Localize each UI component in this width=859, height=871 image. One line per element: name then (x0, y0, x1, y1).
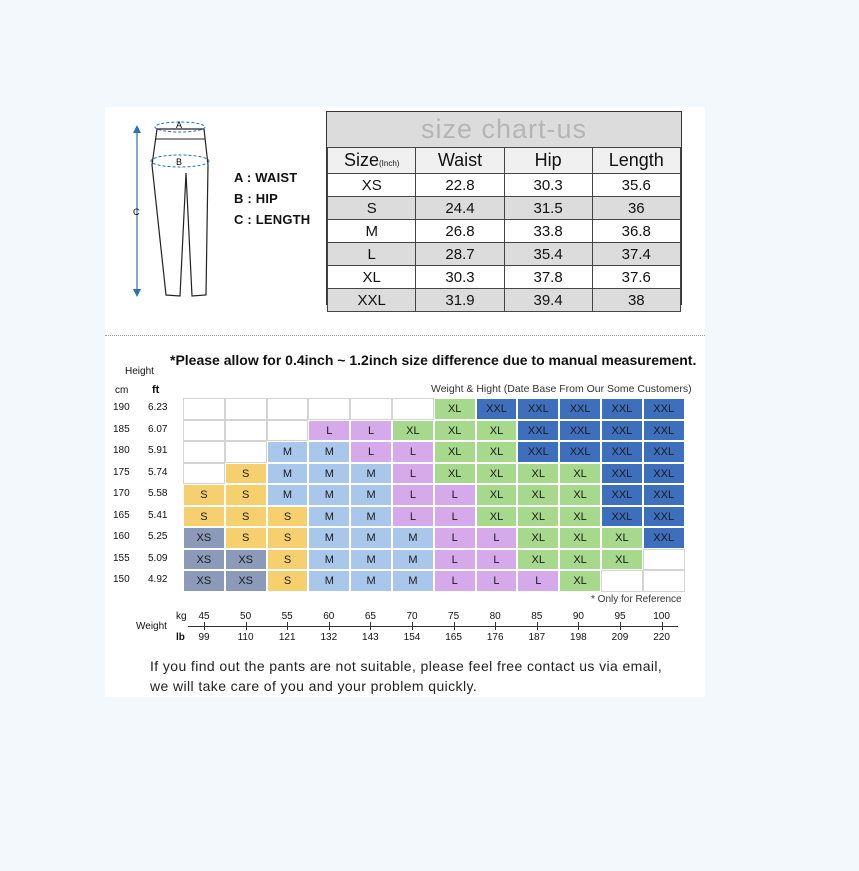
heatmap-cell: L (434, 570, 476, 592)
x-tick-kg: 95 (614, 611, 626, 622)
heatmap-cell: XL (559, 506, 601, 528)
size-chart-header-row (328, 148, 681, 174)
cell-length: 38 (592, 289, 680, 312)
heatmap-cell: M (350, 484, 392, 506)
x-tick-kg: 45 (198, 611, 210, 622)
heatmap-cell: M (392, 570, 434, 592)
heatmap-cell (308, 398, 350, 420)
heatmap-cell: XL (434, 420, 476, 442)
heatmap-cell: L (392, 484, 434, 506)
heatmap-cell: XXL (476, 398, 518, 420)
x-tick-kg: 85 (531, 611, 543, 622)
x-tick-kg: 70 (406, 611, 418, 622)
y-tick-cm: 185 (113, 423, 130, 435)
legend-hip: B : HIP (234, 191, 279, 206)
heatmap-cell: L (392, 463, 434, 485)
heatmap-cell: S (225, 527, 267, 549)
heatmap-cell: L (517, 570, 559, 592)
heatmap-cell: XXL (601, 463, 643, 485)
heatmap-cell (392, 398, 434, 420)
heatmap-cell: XL (517, 484, 559, 506)
cell-hip: 33.8 (504, 220, 592, 243)
heatmap-cell: XXL (517, 441, 559, 463)
x-tick-lb: 165 (445, 632, 462, 643)
heatmap-cell: L (350, 441, 392, 463)
header-hip: Hip (504, 148, 592, 174)
contact-message (150, 656, 662, 696)
heatmap-cell: XL (476, 463, 518, 485)
cell-hip: 30.3 (504, 174, 592, 197)
heatmap-cell: XXL (559, 441, 601, 463)
heatmap-cell: S (183, 484, 225, 506)
contact-line-2: we will take care of you and your problem quickly. (150, 678, 478, 694)
cell-hip: 35.4 (504, 243, 592, 266)
heatmap-cell (643, 570, 685, 592)
cell-waist: 26.8 (416, 220, 504, 243)
chart-footnote: * Only for Reference (591, 594, 682, 605)
heatmap-cell: XXL (643, 527, 685, 549)
heatmap-cell: S (267, 570, 309, 592)
heatmap-cell: S (225, 484, 267, 506)
heatmap-cell: M (392, 527, 434, 549)
heatmap-cell: M (308, 570, 350, 592)
leggings-diagram (120, 115, 230, 305)
heatmap-cell: XXL (601, 484, 643, 506)
heatmap-cell: XL (601, 527, 643, 549)
table-row (328, 174, 681, 197)
heatmap-cell: S (225, 463, 267, 485)
y-tick-ft: 5.74 (148, 466, 168, 478)
y-tick-ft: 6.23 (148, 402, 168, 413)
heatmap-cell (350, 398, 392, 420)
heatmap-cell: XXL (601, 398, 643, 420)
heatmap-cell: XL (517, 463, 559, 485)
heatmap-cell: XS (183, 527, 225, 549)
heatmap-cell (643, 549, 685, 571)
size-chart-grid (327, 147, 681, 312)
y-tick-ft: 5.09 (148, 552, 168, 564)
heatmap-cell: XL (434, 463, 476, 485)
header-size (328, 148, 416, 174)
table-row (328, 266, 681, 289)
y-tick-cm: 160 (113, 531, 130, 542)
x-tick-kg: 75 (448, 611, 460, 622)
heatmap-cell: XXL (601, 441, 643, 463)
y-tick-ft: 6.07 (148, 423, 168, 435)
heatmap-cell: S (267, 527, 309, 549)
heatmap-cell: L (476, 570, 518, 592)
y-tick-ft: 5.58 (148, 488, 168, 499)
heatmap-cell: XS (183, 570, 225, 592)
heatmap-cell (267, 420, 309, 442)
heatmap-cell: XS (225, 570, 267, 592)
cell-waist: 24.4 (416, 197, 504, 220)
cell-size: M (328, 220, 416, 243)
heatmap-cell: XL (517, 549, 559, 571)
x-tick-kg: 90 (572, 611, 584, 622)
header-size-label: Size (343, 150, 379, 170)
x-tick-lb: 121 (278, 632, 296, 643)
heatmap-cell: M (350, 527, 392, 549)
heatmap-cell: M (308, 527, 350, 549)
x-tick-kg: 80 (489, 611, 501, 622)
heatmap-cell: XL (434, 398, 476, 420)
heatmap-cell: M (267, 463, 309, 485)
table-row (328, 220, 681, 243)
heatmap-cell: L (392, 506, 434, 528)
measurement-note: *Please allow for 0.4inch ~ 1.2inch size difference due to manual measurement. (170, 352, 697, 368)
arrow-up-icon (133, 125, 141, 133)
leggings-outline (152, 129, 208, 296)
x-tick-lb: 99 (198, 632, 210, 643)
x-axis-title: Weight (136, 621, 167, 632)
heatmap-cell: S (267, 549, 309, 571)
y-tick-cm: 190 (113, 402, 130, 413)
heatmap-cell: XXL (643, 463, 685, 485)
heatmap-cell: XXL (643, 484, 685, 506)
x-tick-kg: 100 (653, 611, 670, 622)
section-divider (105, 335, 705, 336)
heatmap-cell (183, 398, 225, 420)
measurement-legend (234, 167, 310, 230)
heatmap-cell: XL (559, 570, 601, 592)
heatmap-cell: XL (559, 549, 601, 571)
x-tick-lb: 176 (486, 632, 504, 643)
legend-length: C : LENGTH (234, 212, 311, 227)
cell-length: 37.6 (592, 266, 680, 289)
x-tick-lb: 187 (528, 632, 546, 643)
heatmap-cell: XXL (643, 398, 685, 420)
x-unit-lb: lb (176, 632, 185, 643)
x-tick-lb: 198 (570, 632, 587, 643)
cell-hip: 37.8 (504, 266, 592, 289)
heatmap-cell: M (350, 506, 392, 528)
heatmap-cell: XXL (517, 398, 559, 420)
heatmap-cell: S (267, 506, 309, 528)
cell-waist: 31.9 (416, 289, 504, 312)
heatmap-cell: XXL (643, 441, 685, 463)
table-row (328, 197, 681, 220)
heatmap-cell: XL (601, 549, 643, 571)
heatmap-cell: M (308, 463, 350, 485)
header-length: Length (592, 148, 680, 174)
heatmap-cell (225, 441, 267, 463)
cell-size: XS (328, 174, 416, 197)
heatmap-cell: XS (183, 549, 225, 571)
cell-length: 36.8 (592, 220, 680, 243)
heatmap-cell: S (225, 506, 267, 528)
heatmap-cell: XL (559, 484, 601, 506)
heatmap-cell (183, 463, 225, 485)
heatmap-cell: M (308, 549, 350, 571)
cell-size: XXL (328, 289, 416, 312)
heatmap-cell: XL (476, 420, 518, 442)
x-tick-lb: 110 (237, 632, 254, 643)
heatmap-cell: S (183, 506, 225, 528)
heatmap-cell: XL (476, 441, 518, 463)
y-tick-cm: 170 (113, 488, 130, 499)
size-chart-table (326, 111, 682, 309)
cell-length: 35.6 (592, 174, 680, 197)
cell-size: L (328, 243, 416, 266)
heatmap-cell: M (308, 506, 350, 528)
heatmap-cell: M (308, 484, 350, 506)
heatmap-cell: XXL (601, 420, 643, 442)
label-b: B (176, 157, 183, 167)
y-tick-cm: 175 (113, 466, 130, 478)
cell-waist: 28.7 (416, 243, 504, 266)
x-tick-lb: 209 (611, 632, 629, 643)
cell-length: 37.4 (592, 243, 680, 266)
y-tick-ft: 5.91 (148, 445, 168, 456)
heatmap-cell: L (434, 484, 476, 506)
heatmap-cell: XL (517, 527, 559, 549)
x-tick-lb: 154 (403, 632, 421, 643)
heatmap-cell: L (434, 527, 476, 549)
y-tick-cm: 165 (113, 509, 130, 521)
cell-waist: 22.8 (416, 174, 504, 197)
x-tick-kg: 65 (364, 611, 376, 622)
heatmap-cell: M (350, 549, 392, 571)
heatmap-cell: XXL (601, 506, 643, 528)
x-axis-line (188, 626, 678, 627)
heatmap-cell: XS (225, 549, 267, 571)
heatmap-cell: L (476, 527, 518, 549)
x-tick-lb: 220 (653, 632, 670, 643)
heatmap-cell: XXL (643, 420, 685, 442)
heatmap-cell: L (350, 420, 392, 442)
label-c: C (133, 207, 140, 217)
y-tick-cm: 150 (113, 574, 130, 585)
table-row (328, 289, 681, 312)
heatmap-cell (267, 398, 309, 420)
heatmap-cell (225, 420, 267, 442)
heatmap-cell: L (308, 420, 350, 442)
table-row (328, 243, 681, 266)
legend-waist: A : WAIST (234, 170, 298, 185)
y-tick-ft: 5.25 (148, 531, 168, 542)
heatmap-cell: XL (517, 506, 559, 528)
heatmap-cell (183, 441, 225, 463)
heatmap-cell: M (392, 549, 434, 571)
heatmap-cell: XL (559, 463, 601, 485)
heatmap-cell: XXL (517, 420, 559, 442)
label-a: A (176, 120, 183, 130)
heatmap-cell: M (267, 441, 309, 463)
header-unit: (Inch) (378, 159, 400, 168)
heatmap-cell: L (434, 549, 476, 571)
y-tick-cm: 155 (113, 552, 130, 564)
x-tick-kg: 55 (281, 611, 293, 622)
cell-length: 36 (592, 197, 680, 220)
x-tick-kg: 60 (323, 611, 335, 622)
y-unit-cm: cm (115, 385, 129, 396)
cell-hip: 39.4 (504, 289, 592, 312)
y-tick-cm: 180 (113, 445, 130, 456)
heatmap-cell: M (267, 484, 309, 506)
cell-size: S (328, 197, 416, 220)
x-tick-kg: 50 (240, 611, 252, 622)
header-waist: Waist (416, 148, 504, 174)
heatmap-cell: L (476, 549, 518, 571)
contact-line-1: If you find out the pants are not suitable, please feel free contact us via email, (150, 658, 663, 674)
heatmap-cell: XL (559, 527, 601, 549)
heatmap-cell: M (350, 463, 392, 485)
x-unit-kg: kg (176, 611, 187, 622)
heatmap-cell: L (434, 506, 476, 528)
arrow-down-icon (133, 289, 141, 297)
heatmap-cell (601, 570, 643, 592)
cell-hip: 31.5 (504, 197, 592, 220)
x-tick-lb: 143 (362, 632, 379, 643)
heatmap-cell (183, 420, 225, 442)
heatmap-cell: XL (476, 484, 518, 506)
chart-title: Weight & Hight (Date Base From Our Some Customers) (431, 383, 692, 395)
size-chart-title: size chart-us (420, 114, 588, 144)
heatmap-cell: XL (476, 506, 518, 528)
heatmap-cell: M (308, 441, 350, 463)
y-tick-ft: 5.41 (148, 509, 168, 521)
y-tick-ft: 4.92 (148, 574, 168, 585)
heatmap-cell: XL (392, 420, 434, 442)
heatmap-cell: XL (434, 441, 476, 463)
heatmap-cell: XXL (559, 420, 601, 442)
heatmap-cell: L (392, 441, 434, 463)
cell-waist: 30.3 (416, 266, 504, 289)
heatmap-cell (225, 398, 267, 420)
heatmap-cell: XXL (643, 506, 685, 528)
heatmap-cell: XXL (559, 398, 601, 420)
heatmap-cell: M (350, 570, 392, 592)
y-unit-ft: ft (152, 384, 160, 396)
cell-size: XL (328, 266, 416, 289)
x-tick-lb: 132 (320, 632, 338, 643)
y-axis-title: Height (125, 366, 154, 377)
